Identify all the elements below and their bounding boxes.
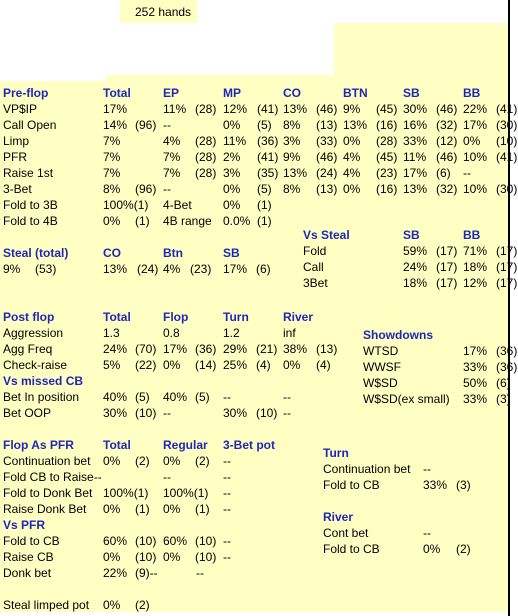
preflop-cell: (35) [257,166,279,180]
preflop-cell: 8% [103,182,121,196]
preflop-cell: 10% [463,182,488,196]
preflop-cell: 17% [403,166,428,180]
preflop-cell: 9% [343,102,361,116]
preflop-col-header: BB [463,86,481,100]
vs-pfr-cell: -- [223,550,231,564]
preflop-row-label: Call Open [3,118,57,132]
flop-pfr-cell: 0% [103,502,121,516]
flop-pfr-row-label: Raise Donk Bet [3,502,87,516]
preflop-cell: 13% [403,182,428,196]
preflop-cell: (13) [316,182,338,196]
preflop-cell: 12% [223,102,248,116]
vs-pfr-cell: -- [196,566,204,580]
vs-steal-cell: (17) [436,260,458,274]
preflop-cell: 7% [103,150,121,164]
vs-pfr-cell: (10) [195,550,217,564]
preflop-cell: 100%(1) [103,198,149,212]
showdowns-row-label: W$SD [363,376,398,390]
missed-cb-cell: -- [223,390,231,404]
flop-pfr-cell: (2) [135,454,150,468]
preflop-cell: 11% [163,102,187,116]
preflop-cell: 7% [103,134,121,148]
preflop-row-label: Raise 1st [3,166,54,180]
header-blank-box-a [0,23,106,81]
right-edge-line [508,0,510,616]
postflop-cell: (4) [316,358,331,372]
postflop-cell: inf [283,326,296,340]
postflop-cell: (70) [135,342,157,356]
vs-pfr-cell: 0% [163,550,181,564]
header-blank-left [0,0,120,23]
preflop-col-header: Total [103,86,131,100]
preflop-row-label: 3-Bet [3,182,32,196]
preflop-cell: 13% [343,118,368,132]
preflop-cell: (23) [376,166,398,180]
preflop-cell: (16) [376,182,398,196]
postflop-cell: (21) [256,342,278,356]
preflop-total-count: (1) [135,214,150,228]
showdowns-count: (3) [496,392,511,406]
river-row-label: Fold to CB [323,542,380,556]
missed-cb-cell: -- [163,406,171,420]
flop-pfr-cell: 0% [163,502,181,516]
preflop-cell: 33% [403,134,428,148]
preflop-cell: (46) [436,150,458,164]
vs-steal-cell: 59% [403,244,428,258]
preflop-cell: 22% [463,102,488,116]
steal-limped-count: (2) [135,598,150,612]
turn-row-label: Fold to CB [323,478,380,492]
preflop-cell: 0.0% [223,214,251,228]
preflop-cell: (16) [376,118,398,132]
vs-steal-row-label: 3Bet [303,276,328,290]
postflop-col-header: Total [103,310,131,324]
preflop-cell: (41) [496,102,518,116]
preflop-cell: (32) [436,182,458,196]
preflop-cell: 9% [283,150,301,164]
preflop-cell: (46) [316,150,338,164]
vs-steal-cell: 71% [463,244,488,258]
vs-pfr-cell: (10) [195,534,217,548]
preflop-cell: (24) [316,166,338,180]
flop-pfr-col-header: 3-Bet pot [223,438,275,452]
preflop-cell: 17% [463,118,488,132]
steal-col-header: CO [103,246,121,260]
missed-cb-cell: 40% [103,390,128,404]
postflop-col-header: River [283,310,314,324]
postflop-cell: 5% [103,358,121,372]
vs-pfr-cell: (10) [135,550,157,564]
showdowns-value: 17% [463,344,488,358]
preflop-cell: 16% [403,118,428,132]
steal-limped-value: 0% [103,598,121,612]
hands-count: 252 hands [135,5,192,19]
vs-pfr-row-label: Fold to CB [3,534,60,548]
right-blank-strip [510,0,518,616]
showdowns-heading: Showdowns [363,328,433,342]
steal-cell: 4% [163,262,181,276]
river-row-label: Cont bet [323,526,369,540]
steal-cell: 17% [223,262,248,276]
preflop-col-header: CO [283,86,301,100]
showdowns-value: 33% [463,392,488,406]
preflop-cell: (32) [436,118,458,132]
preflop-cell: (5) [257,118,272,132]
preflop-cell: (30) [496,182,518,196]
preflop-cell: 3% [223,166,241,180]
preflop-cell: 7% [163,150,181,164]
vs-steal-cell: (17) [496,244,518,258]
postflop-cell: (36) [195,342,217,356]
river-value: 0% [423,542,441,556]
vs-pfr-cell: (10) [135,534,157,548]
postflop-heading: Post flop [3,310,55,324]
preflop-cell: 0% [223,198,241,212]
showdowns-count: (36) [496,360,518,374]
missed-cb-cell: (10) [135,406,157,420]
preflop-cell: (28) [195,102,217,116]
missed-cb-cell: 40% [163,390,188,404]
preflop-cell: -- [463,166,471,180]
preflop-cell: (6) [436,166,451,180]
preflop-col-header: EP [163,86,180,100]
preflop-cell: (28) [195,166,217,180]
postflop-col-header: Turn [223,310,249,324]
preflop-col-header: SB [403,86,420,100]
flop-pfr-cell: -- [223,502,231,516]
preflop-cell: (36) [257,134,279,148]
turn-count: (3) [456,478,471,492]
postflop-col-header: Flop [163,310,189,324]
vs-pfr-row-label: Raise CB [3,550,54,564]
preflop-cell: 10% [463,150,488,164]
missed-cb-row-label: Bet OOP [3,406,52,420]
preflop-cell: 4B range [163,214,212,228]
preflop-cell: 7% [163,166,181,180]
preflop-cell: 8% [283,118,301,132]
preflop-row-label: VP$IP [3,102,38,116]
preflop-cell: 2% [223,150,241,164]
preflop-cell: 11% [403,150,427,164]
vs-steal-col-header: BB [463,228,481,242]
preflop-cell: (41) [496,150,518,164]
preflop-cell: (28) [376,134,398,148]
steal-total-value: 9% [3,262,21,276]
preflop-cell: 4% [343,150,361,164]
vs-pfr-cell: 22% [103,566,128,580]
flop-pfr-cell: (2) [195,454,210,468]
vs-steal-row-label: Call [303,260,324,274]
showdowns-value: 33% [463,360,488,374]
flop-pfr-cell: -- [223,454,231,468]
preflop-cell: 3% [283,134,301,148]
preflop-cell: (46) [316,102,338,116]
showdowns-row-label: WTSD [363,344,399,358]
flop-pfr-cell: 100%(1) [103,486,149,500]
postflop-cell: (4) [256,358,271,372]
steal-cell: (6) [256,262,271,276]
vs-steal-col-header: SB [403,228,420,242]
preflop-cell: (30) [496,118,518,132]
showdowns-row-label: WWSF [363,360,401,374]
preflop-cell: 11% [223,134,247,148]
preflop-cell: 0% [223,182,241,196]
postflop-cell: 38% [283,342,308,356]
steal-cell: (24) [137,262,159,276]
postflop-row-label: Aggression [3,326,64,340]
vs-pfr-heading: Vs PFR [3,518,46,532]
vs-steal-cell: (17) [496,276,518,290]
flop-pfr-row-label: Fold to Donk Bet [3,486,93,500]
preflop-cell: (1) [257,198,272,212]
vs-pfr-cell: (9)-- [135,566,158,580]
preflop-cell: 0% [343,182,361,196]
missed-cb-row-label: Bet In position [3,390,80,404]
missed-cb-heading: Vs missed CB [3,374,84,388]
turn-value: -- [423,462,431,476]
bottom-blank-strip [0,612,518,616]
vs-steal-cell: (17) [496,260,518,274]
showdowns-row-label: W$SD(ex small) [363,392,450,406]
preflop-cell: (41) [257,102,279,116]
postflop-cell: 24% [103,342,128,356]
preflop-cell: 13% [283,166,308,180]
showdowns-value: 50% [463,376,488,390]
postflop-cell: 0.8 [163,326,180,340]
preflop-cell: (45) [376,150,398,164]
preflop-cell: 4% [163,134,181,148]
missed-cb-cell: (5) [135,390,150,404]
preflop-cell: 4-Bet [163,198,192,212]
preflop-cell: (5) [257,182,272,196]
postflop-row-label: Check-raise [3,358,68,372]
vs-steal-heading: Vs Steal [303,228,350,242]
preflop-cell: (13) [316,118,338,132]
preflop-cell: 17% [103,102,128,116]
postflop-cell: 29% [223,342,248,356]
vs-steal-cell: 12% [463,276,488,290]
vs-pfr-row-label: Donk bet [3,566,52,580]
river-count: (2) [456,542,471,556]
preflop-cell: (28) [195,150,217,164]
preflop-cell: 0% [343,134,361,148]
postflop-cell: (22) [135,358,157,372]
missed-cb-cell: (10) [256,406,278,420]
preflop-cell: -- [163,182,171,196]
postflop-cell: 1.2 [223,326,240,340]
vs-steal-cell: 18% [463,260,488,274]
flop-pfr-cell: -- [163,470,171,484]
preflop-cell: (1) [257,214,272,228]
preflop-cell: (46) [436,102,458,116]
preflop-cell: (10) [496,134,518,148]
preflop-cell: (28) [195,134,217,148]
flop-pfr-cell: (1) [135,502,150,516]
preflop-total-count: (96) [135,182,157,196]
postflop-cell: 0% [283,358,301,372]
turn-value: 33% [423,478,448,492]
preflop-row-label: Fold to 3B [3,198,58,212]
vs-pfr-cell: 60% [103,534,128,548]
vs-pfr-cell: -- [223,534,231,548]
preflop-cell: 4% [343,166,361,180]
flop-pfr-col-header: Total [103,438,131,452]
postflop-row-label: Agg Freq [3,342,53,356]
flop-pfr-col-header: Regular [163,438,208,452]
postflop-cell: 1.3 [103,326,120,340]
vs-steal-cell: (17) [436,276,458,290]
steal-cell: (23) [190,262,212,276]
missed-cb-cell: 30% [103,406,128,420]
header-blank-right [197,0,518,23]
preflop-cell: (45) [376,102,398,116]
vs-steal-cell: (17) [436,244,458,258]
showdowns-count: (36) [496,344,518,358]
steal-col-header: Btn [163,246,183,260]
preflop-row-label: PFR [3,150,27,164]
missed-cb-cell: -- [283,406,291,420]
preflop-cell: (41) [257,150,279,164]
preflop-cell: 0% [103,214,121,228]
preflop-heading: Pre-flop [3,86,49,100]
flop-pfr-row-label: Fold CB to Raise-- [3,470,102,484]
missed-cb-cell: -- [283,390,291,404]
flop-pfr-heading: Flop As PFR [3,438,74,452]
flop-pfr-cell: -- [223,486,231,500]
river-heading: River [323,510,354,524]
vs-steal-cell: 18% [403,276,428,290]
preflop-total-count: (96) [135,118,157,132]
flop-pfr-cell: 0% [103,454,121,468]
postflop-cell: 25% [223,358,248,372]
preflop-cell: 14% [103,118,128,132]
vs-pfr-cell: 60% [163,534,188,548]
missed-cb-cell: 30% [223,406,248,420]
postflop-cell: 17% [163,342,188,356]
preflop-cell: 0% [463,134,481,148]
flop-pfr-row-label: Continuation bet [3,454,91,468]
vs-steal-cell: 24% [403,260,428,274]
postflop-cell: (13) [316,342,338,356]
preflop-cell: 7% [103,166,121,180]
preflop-row-label: Limp [3,134,30,148]
steal-limped-label: Steal limped pot [3,598,90,612]
preflop-cell: -- [163,118,171,132]
preflop-cell: (33) [316,134,338,148]
missed-cb-cell: (5) [195,390,210,404]
preflop-cell: 0% [223,118,241,132]
turn-heading: Turn [323,446,349,460]
preflop-cell: (12) [436,134,458,148]
flop-pfr-cell: 0% [163,454,181,468]
preflop-cell: 13% [283,102,308,116]
vs-pfr-cell: 0% [103,550,121,564]
showdowns-count: (6) [496,376,511,390]
flop-pfr-cell: 100%(1) [163,486,209,500]
preflop-col-header: MP [223,86,241,100]
steal-heading: Steal (total) [3,246,69,260]
preflop-col-header: BTN [343,86,368,100]
header-blank-box-b [106,23,334,75]
steal-total-count: (53) [35,262,57,276]
postflop-cell: 0% [163,358,181,372]
steal-col-header: SB [223,246,240,260]
vs-steal-row-label: Fold [303,244,327,258]
postflop-cell: (14) [195,358,217,372]
river-value: -- [423,526,431,540]
preflop-cell: 8% [283,182,301,196]
preflop-cell: 30% [403,102,428,116]
preflop-row-label: Fold to 4B [3,214,58,228]
turn-row-label: Continuation bet [323,462,411,476]
flop-pfr-cell: (1) [195,502,210,516]
steal-cell: 13% [103,262,128,276]
flop-pfr-cell: -- [223,470,231,484]
